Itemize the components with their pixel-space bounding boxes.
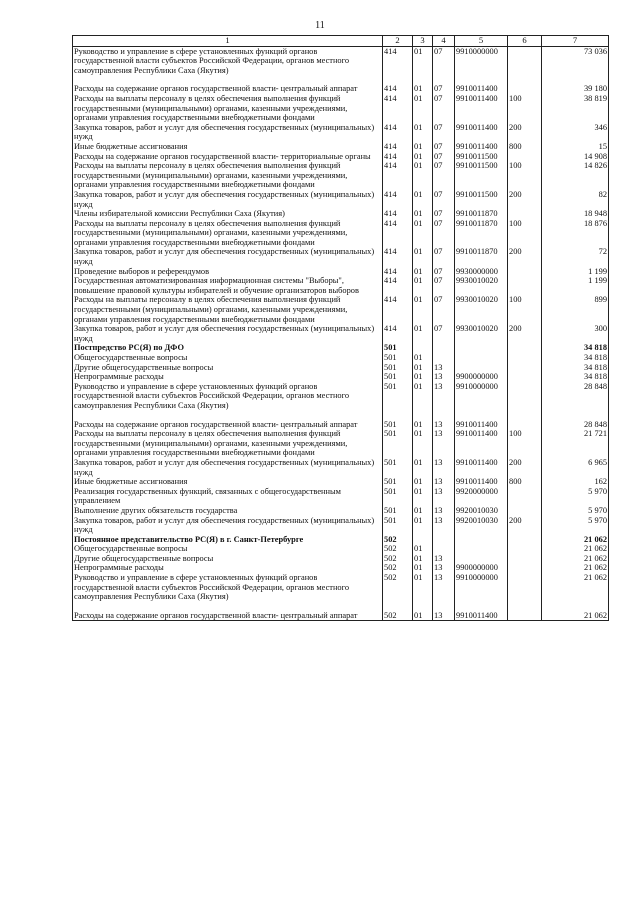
row-target-article xyxy=(455,554,508,564)
row-ved-code: 501 xyxy=(383,420,413,430)
table-row xyxy=(73,363,609,373)
table-row xyxy=(73,46,609,84)
row-target-article xyxy=(455,353,508,363)
table-row xyxy=(73,372,609,382)
row-subsection-code: 13 xyxy=(433,382,455,420)
row-name: Расходы на содержание органов государственной власти- территориальные органы xyxy=(73,152,383,162)
row-target-article xyxy=(455,343,508,353)
row-name: Руководство и управление в сфере установленных функций органов государственной власти субъектов Российской Федерации, органов местного самоуправления Республики Саха (Якутия) xyxy=(73,573,383,611)
table-row xyxy=(73,209,609,219)
table-row xyxy=(73,152,609,162)
row-subsection-code xyxy=(433,343,455,353)
row-expense-type xyxy=(508,382,542,420)
row-section-code: 01 xyxy=(413,506,433,516)
row-expense-type xyxy=(508,267,542,277)
row-target-article: 9910011400 xyxy=(455,84,508,94)
row-section-code: 01 xyxy=(413,372,433,382)
row-expense-type xyxy=(508,611,542,621)
row-subsection-code: 13 xyxy=(433,573,455,611)
row-subsection-code: 07 xyxy=(433,84,455,94)
row-target-article: 9910011400 xyxy=(455,458,508,477)
row-subsection-code: 07 xyxy=(433,190,455,209)
row-subsection-code xyxy=(433,535,455,545)
table-row xyxy=(73,219,609,248)
table-row xyxy=(73,506,609,516)
row-expense-type xyxy=(508,535,542,545)
row-section-code: 01 xyxy=(413,161,433,190)
row-amount: 15 xyxy=(542,142,609,152)
row-ved-code: 414 xyxy=(383,123,413,142)
table-body xyxy=(73,46,609,621)
row-target-article: 9930010020 xyxy=(455,295,508,324)
row-target-article: 9910011870 xyxy=(455,247,508,266)
row-section-code: 01 xyxy=(413,123,433,142)
row-name: Постпредство РС(Я) по ДФО xyxy=(73,343,383,353)
row-target-article: 9910011400 xyxy=(455,420,508,430)
row-section-code: 01 xyxy=(413,190,433,209)
table-row xyxy=(73,267,609,277)
row-section-code: 01 xyxy=(413,209,433,219)
row-subsection-code: 13 xyxy=(433,363,455,373)
row-subsection-code: 13 xyxy=(433,477,455,487)
row-section-code: 01 xyxy=(413,420,433,430)
row-subsection-code: 13 xyxy=(433,420,455,430)
table-row xyxy=(73,477,609,487)
table-row xyxy=(73,123,609,142)
row-name: Государственная автоматизированная информационная системы "Выборы", повышение правовой культуры избирателей и обучение организаторов выборов xyxy=(73,276,383,295)
row-ved-code: 414 xyxy=(383,152,413,162)
row-subsection-code: 13 xyxy=(433,372,455,382)
row-section-code: 01 xyxy=(413,554,433,564)
row-amount: 21 062 xyxy=(542,554,609,564)
table-row xyxy=(73,343,609,353)
row-amount: 72 xyxy=(542,247,609,266)
row-expense-type: 200 xyxy=(508,324,542,343)
row-subsection-code: 13 xyxy=(433,458,455,477)
row-name: Закупка товаров, работ и услуг для обеспечения государственных (муниципальных) нужд xyxy=(73,324,383,343)
header-col-6: 6 xyxy=(508,36,542,47)
row-amount: 6 965 xyxy=(542,458,609,477)
row-target-article: 9920000000 xyxy=(455,487,508,506)
row-subsection-code: 07 xyxy=(433,161,455,190)
row-target-article: 9910011500 xyxy=(455,152,508,162)
row-amount: 34 818 xyxy=(542,363,609,373)
table-row xyxy=(73,563,609,573)
row-name: Выполнение других обязательств государства xyxy=(73,506,383,516)
row-subsection-code: 13 xyxy=(433,506,455,516)
table-row xyxy=(73,190,609,209)
row-name: Руководство и управление в сфере установленных функций органов государственной власти субъектов Российской Федерации, органов местного самоуправления Республики Саха (Якутия) xyxy=(73,46,383,84)
row-ved-code: 414 xyxy=(383,161,413,190)
row-subsection-code: 07 xyxy=(433,209,455,219)
row-target-article: 9910000000 xyxy=(455,46,508,84)
row-ved-code: 414 xyxy=(383,94,413,123)
row-subsection-code: 07 xyxy=(433,267,455,277)
row-ved-code: 502 xyxy=(383,544,413,554)
row-expense-type xyxy=(508,573,542,611)
row-target-article xyxy=(455,363,508,373)
row-amount: 5 970 xyxy=(542,487,609,506)
row-section-code: 01 xyxy=(413,429,433,458)
row-target-article: 9910011400 xyxy=(455,611,508,621)
row-target-article: 9910011400 xyxy=(455,94,508,123)
row-target-article: 9910011400 xyxy=(455,429,508,458)
row-target-article xyxy=(455,544,508,554)
row-subsection-code: 07 xyxy=(433,324,455,343)
header-col-4: 4 xyxy=(433,36,455,47)
row-expense-type xyxy=(508,544,542,554)
row-expense-type: 800 xyxy=(508,477,542,487)
table-row xyxy=(73,535,609,545)
row-name: Расходы на содержание органов государственной власти- центральный аппарат xyxy=(73,611,383,621)
row-amount: 38 819 xyxy=(542,94,609,123)
row-subsection-code: 07 xyxy=(433,46,455,84)
row-section-code: 01 xyxy=(413,611,433,621)
row-name: Общегосударственные вопросы xyxy=(73,544,383,554)
row-section-code: 01 xyxy=(413,516,433,535)
budget-table xyxy=(72,35,609,621)
row-ved-code: 501 xyxy=(383,477,413,487)
row-amount: 28 848 xyxy=(542,420,609,430)
row-subsection-code: 13 xyxy=(433,429,455,458)
row-expense-type: 200 xyxy=(508,123,542,142)
row-subsection-code: 07 xyxy=(433,276,455,295)
row-name: Реализация государственных функций, связанных с общегосударственным управлением xyxy=(73,487,383,506)
row-name: Непрограммные расходы xyxy=(73,372,383,382)
table-row xyxy=(73,142,609,152)
row-section-code: 01 xyxy=(413,152,433,162)
row-target-article: 9910011400 xyxy=(455,123,508,142)
row-ved-code: 414 xyxy=(383,276,413,295)
row-name: Постоянное представительство РС(Я) в г. Санкт-Петербурге xyxy=(73,535,383,545)
row-target-article: 9910011400 xyxy=(455,142,508,152)
row-amount: 28 848 xyxy=(542,382,609,420)
row-ved-code: 501 xyxy=(383,487,413,506)
row-section-code: 01 xyxy=(413,544,433,554)
row-ved-code: 502 xyxy=(383,535,413,545)
row-section-code: 01 xyxy=(413,46,433,84)
row-expense-type xyxy=(508,506,542,516)
row-ved-code: 501 xyxy=(383,363,413,373)
row-expense-type xyxy=(508,487,542,506)
row-expense-type xyxy=(508,343,542,353)
row-ved-code: 501 xyxy=(383,458,413,477)
row-expense-type: 800 xyxy=(508,142,542,152)
row-target-article: 9920010030 xyxy=(455,516,508,535)
row-amount: 162 xyxy=(542,477,609,487)
header-col-3: 3 xyxy=(413,36,433,47)
row-amount: 14 908 xyxy=(542,152,609,162)
row-ved-code: 501 xyxy=(383,516,413,535)
row-amount: 300 xyxy=(542,324,609,343)
row-expense-type: 100 xyxy=(508,295,542,324)
row-expense-type xyxy=(508,209,542,219)
row-name: Расходы на выплаты персоналу в целях обеспечения выполнения функций государственными (муниципальными) органами, казенными учреждениями, органами управления государственными внебюджетными фондами xyxy=(73,94,383,123)
row-expense-type xyxy=(508,363,542,373)
row-subsection-code: 07 xyxy=(433,123,455,142)
row-section-code: 01 xyxy=(413,573,433,611)
row-name: Закупка товаров, работ и услуг для обеспечения государственных (муниципальных) нужд xyxy=(73,190,383,209)
page-number: 11 xyxy=(315,20,325,31)
row-name: Расходы на содержание органов государственной власти- центральный аппарат xyxy=(73,84,383,94)
row-target-article: 9930010020 xyxy=(455,324,508,343)
row-name: Другие общегосударственные вопросы xyxy=(73,363,383,373)
row-section-code: 01 xyxy=(413,276,433,295)
row-section-code: 01 xyxy=(413,142,433,152)
row-target-article: 9910011870 xyxy=(455,209,508,219)
row-subsection-code: 07 xyxy=(433,94,455,123)
row-expense-type: 100 xyxy=(508,94,542,123)
row-expense-type: 200 xyxy=(508,458,542,477)
row-ved-code: 501 xyxy=(383,382,413,420)
row-ved-code: 501 xyxy=(383,353,413,363)
row-expense-type: 200 xyxy=(508,247,542,266)
row-name: Расходы на содержание органов государственной власти- центральный аппарат xyxy=(73,420,383,430)
row-target-article: 9910011500 xyxy=(455,190,508,209)
row-subsection-code: 13 xyxy=(433,487,455,506)
row-expense-type xyxy=(508,563,542,573)
row-amount: 346 xyxy=(542,123,609,142)
row-ved-code: 502 xyxy=(383,554,413,564)
row-ved-code: 502 xyxy=(383,611,413,621)
table-row xyxy=(73,516,609,535)
row-subsection-code: 07 xyxy=(433,219,455,248)
table-row xyxy=(73,458,609,477)
table-header-row xyxy=(73,36,609,47)
row-expense-type xyxy=(508,46,542,84)
row-ved-code: 414 xyxy=(383,46,413,84)
table-row xyxy=(73,429,609,458)
row-target-article: 9910000000 xyxy=(455,573,508,611)
row-section-code: 01 xyxy=(413,458,433,477)
row-subsection-code xyxy=(433,353,455,363)
row-section-code: 01 xyxy=(413,295,433,324)
row-ved-code: 501 xyxy=(383,372,413,382)
header-col-7: 7 xyxy=(542,36,609,47)
row-subsection-code: 07 xyxy=(433,142,455,152)
row-name: Расходы на выплаты персоналу в целях обеспечения выполнения функций государственными (муниципальными) органами, казенными учреждениями, органами управления государственными внебюджетными фондами xyxy=(73,429,383,458)
row-section-code xyxy=(413,343,433,353)
row-amount: 5 970 xyxy=(542,506,609,516)
row-expense-type: 100 xyxy=(508,219,542,248)
table-row xyxy=(73,544,609,554)
row-subsection-code xyxy=(433,544,455,554)
row-name: Расходы на выплаты персоналу в целях обеспечения выполнения функций государственными (муниципальными) органами, казенными учреждениями, органами управления государственными внебюджетными фондами xyxy=(73,295,383,324)
row-subsection-code: 07 xyxy=(433,152,455,162)
row-section-code: 01 xyxy=(413,267,433,277)
row-ved-code: 414 xyxy=(383,142,413,152)
row-amount: 34 818 xyxy=(542,372,609,382)
row-subsection-code: 13 xyxy=(433,516,455,535)
row-section-code: 01 xyxy=(413,219,433,248)
row-expense-type xyxy=(508,276,542,295)
table-row xyxy=(73,276,609,295)
table-row xyxy=(73,611,609,621)
row-amount: 34 818 xyxy=(542,343,609,353)
row-amount: 21 062 xyxy=(542,563,609,573)
row-amount: 18 876 xyxy=(542,219,609,248)
header-col-2: 2 xyxy=(383,36,413,47)
row-name: Иные бюджетные ассигнования xyxy=(73,142,383,152)
row-amount: 73 036 xyxy=(542,46,609,84)
row-subsection-code: 07 xyxy=(433,247,455,266)
row-expense-type xyxy=(508,353,542,363)
row-ved-code: 414 xyxy=(383,209,413,219)
row-section-code: 01 xyxy=(413,563,433,573)
row-amount: 34 818 xyxy=(542,353,609,363)
table-row xyxy=(73,420,609,430)
row-name: Иные бюджетные ассигнования xyxy=(73,477,383,487)
row-expense-type xyxy=(508,372,542,382)
row-subsection-code: 13 xyxy=(433,611,455,621)
row-amount: 18 948 xyxy=(542,209,609,219)
header-col-1: 1 xyxy=(73,36,383,47)
row-ved-code: 414 xyxy=(383,295,413,324)
table-row xyxy=(73,353,609,363)
row-section-code: 01 xyxy=(413,94,433,123)
row-amount: 82 xyxy=(542,190,609,209)
row-expense-type: 100 xyxy=(508,161,542,190)
table-row xyxy=(73,573,609,611)
row-target-article xyxy=(455,535,508,545)
row-ved-code: 414 xyxy=(383,84,413,94)
row-target-article: 9920010030 xyxy=(455,506,508,516)
row-ved-code: 502 xyxy=(383,573,413,611)
row-amount: 21 062 xyxy=(542,573,609,611)
row-target-article: 9910011870 xyxy=(455,219,508,248)
row-amount: 899 xyxy=(542,295,609,324)
row-amount: 21 062 xyxy=(542,535,609,545)
row-section-code xyxy=(413,535,433,545)
row-section-code: 01 xyxy=(413,324,433,343)
row-name: Расходы на выплаты персоналу в целях обеспечения выполнения функций государственными (муниципальными) органами, казенными учреждениями, органами управления государственными внебюджетными фондами xyxy=(73,161,383,190)
row-ved-code: 501 xyxy=(383,506,413,516)
row-amount: 21 062 xyxy=(542,611,609,621)
row-expense-type xyxy=(508,554,542,564)
header-col-5: 5 xyxy=(455,36,508,47)
row-name: Закупка товаров, работ и услуг для обеспечения государственных (муниципальных) нужд xyxy=(73,516,383,535)
row-target-article: 9910000000 xyxy=(455,382,508,420)
row-expense-type: 200 xyxy=(508,190,542,209)
row-ved-code: 414 xyxy=(383,190,413,209)
row-section-code: 01 xyxy=(413,247,433,266)
row-subsection-code: 07 xyxy=(433,295,455,324)
table-row xyxy=(73,295,609,324)
row-target-article: 9910011500 xyxy=(455,161,508,190)
row-target-article: 9900000000 xyxy=(455,372,508,382)
row-amount: 21 062 xyxy=(542,544,609,554)
row-name: Закупка товаров, работ и услуг для обеспечения государственных (муниципальных) нужд xyxy=(73,458,383,477)
row-ved-code: 502 xyxy=(383,563,413,573)
row-section-code: 01 xyxy=(413,84,433,94)
table-row xyxy=(73,382,609,420)
table-row xyxy=(73,161,609,190)
table-row xyxy=(73,84,609,94)
row-name: Проведение выборов и референдумов xyxy=(73,267,383,277)
row-expense-type: 200 xyxy=(508,516,542,535)
row-name: Другие общегосударственные вопросы xyxy=(73,554,383,564)
row-name: Закупка товаров, работ и услуг для обеспечения государственных (муниципальных) нужд xyxy=(73,123,383,142)
row-ved-code: 414 xyxy=(383,247,413,266)
row-subsection-code: 13 xyxy=(433,554,455,564)
row-subsection-code: 13 xyxy=(433,563,455,573)
row-amount: 1 199 xyxy=(542,276,609,295)
row-name: Члены избирательной комиссии Республики Саха (Якутия) xyxy=(73,209,383,219)
row-amount: 1 199 xyxy=(542,267,609,277)
row-section-code: 01 xyxy=(413,382,433,420)
row-name: Руководство и управление в сфере установленных функций органов государственной власти субъектов Российской Федерации, органов местного самоуправления Республики Саха (Якутия) xyxy=(73,382,383,420)
row-section-code: 01 xyxy=(413,477,433,487)
row-section-code: 01 xyxy=(413,353,433,363)
table-row xyxy=(73,94,609,123)
row-target-article: 9910011400 xyxy=(455,477,508,487)
row-target-article: 9930010020 xyxy=(455,276,508,295)
row-name: Закупка товаров, работ и услуг для обеспечения государственных (муниципальных) нужд xyxy=(73,247,383,266)
row-ved-code: 414 xyxy=(383,219,413,248)
row-section-code: 01 xyxy=(413,363,433,373)
row-expense-type xyxy=(508,152,542,162)
row-ved-code: 501 xyxy=(383,343,413,353)
row-amount: 39 180 xyxy=(542,84,609,94)
table-row xyxy=(73,554,609,564)
table-row xyxy=(73,487,609,506)
row-name: Непрограммные расходы xyxy=(73,563,383,573)
row-expense-type xyxy=(508,84,542,94)
row-ved-code: 414 xyxy=(383,267,413,277)
row-expense-type: 100 xyxy=(508,429,542,458)
row-ved-code: 501 xyxy=(383,429,413,458)
row-amount: 5 970 xyxy=(542,516,609,535)
table-row xyxy=(73,247,609,266)
row-name: Общегосударственные вопросы xyxy=(73,353,383,363)
row-section-code: 01 xyxy=(413,487,433,506)
row-ved-code: 414 xyxy=(383,324,413,343)
row-target-article: 9900000000 xyxy=(455,563,508,573)
row-amount: 21 721 xyxy=(542,429,609,458)
row-target-article: 9930000000 xyxy=(455,267,508,277)
row-amount: 14 826 xyxy=(542,161,609,190)
row-name: Расходы на выплаты персоналу в целях обеспечения выполнения функций государственными (муниципальными) органами, казенными учреждениями, органами управления государственными внебюджетными фондами xyxy=(73,219,383,248)
row-expense-type xyxy=(508,420,542,430)
table-row xyxy=(73,324,609,343)
